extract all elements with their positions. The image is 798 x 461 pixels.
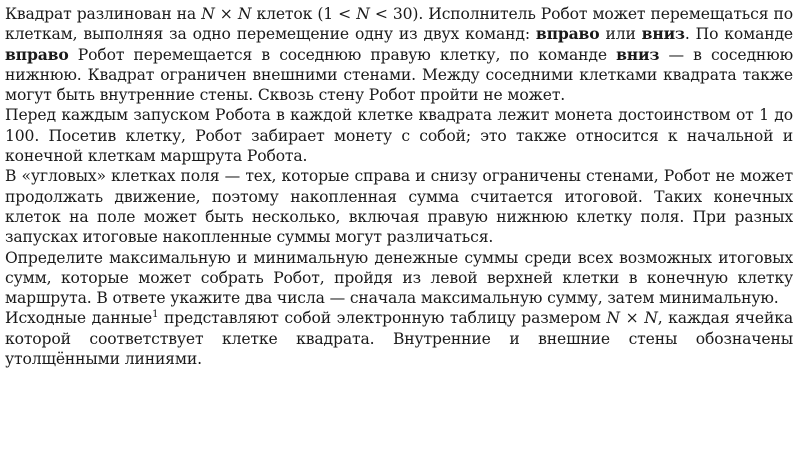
- command-name: вниз: [616, 44, 660, 64]
- paragraph: [5, 166, 793, 247]
- paragraph: [5, 105, 793, 166]
- text-run: . По команде: [684, 25, 794, 44]
- text-run: В «угловых» клетках поля — тех, которые справа и снизу ограничены стенами, Робот не может продолжать движение, поэтому накопленная сумма считается итоговой. Таких конечных клеток на поле может быть несколько, включая правую нижнюю клетку поля. При разных запусках итоговые накопленные суммы могут различаться.: [5, 167, 793, 247]
- text-run: Перед каждым запуском Робота в каждой клетке квадрата лежит монета достоинством от 1 до 100. Посетив клетку, Робот забирает монету с собой; это также относится к начальной и конечной клеткам маршрута Робота.: [5, 106, 793, 166]
- text-run: ×: [619, 309, 645, 328]
- command-name: вниз: [641, 24, 685, 44]
- command-name: вправо: [5, 44, 69, 64]
- paragraph: [5, 308, 793, 369]
- footnote-marker: 1: [152, 309, 159, 321]
- task-text: [5, 4, 793, 369]
- paragraph: [5, 4, 793, 105]
- text-run: ×: [214, 5, 238, 23]
- text-run: клеток (1 <: [251, 5, 357, 23]
- command-name: вправо: [535, 24, 600, 44]
- math-variable: N: [237, 5, 252, 23]
- text-run: Робот перемещается в соседнюю правую клетку, по команде: [68, 45, 617, 64]
- text-run: , каждая ячейка которой соответствует клетке квадрата. Внутренние и внешние стены обозначены утолщёнными линиями.: [5, 309, 793, 369]
- math-variable: N: [606, 309, 620, 328]
- math-variable: N: [356, 5, 370, 23]
- math-variable: N: [201, 5, 215, 23]
- text-run: < 30). Исполнитель Робот может перемещаться по клеткам, выполняя за одно перемещение одну из двух команд:: [5, 5, 794, 44]
- text-run: или: [599, 25, 642, 44]
- text-run: Исходные данные: [5, 309, 153, 328]
- math-variable: N: [644, 309, 658, 328]
- text-run: Определите максимальную и минимальную денежные суммы среди всех возможных итоговых сумм, которые может собрать Робот, пройдя из левой верхней клетки в конечную клетку маршрута. В ответе укажите два числа — сначала максимальную сумму, затем минимальную.: [5, 248, 793, 308]
- paragraph: [5, 248, 793, 309]
- text-run: Квадрат разлинован на: [5, 5, 202, 23]
- text-run: представляют собой электронную таблицу размером: [158, 309, 607, 328]
- text-run: — в соседнюю нижнюю. Квадрат ограничен внешними стенами. Между соседними клетками квадрата также могут быть внутренние стены. Сквозь стену Робот пройти не может.: [5, 45, 794, 105]
